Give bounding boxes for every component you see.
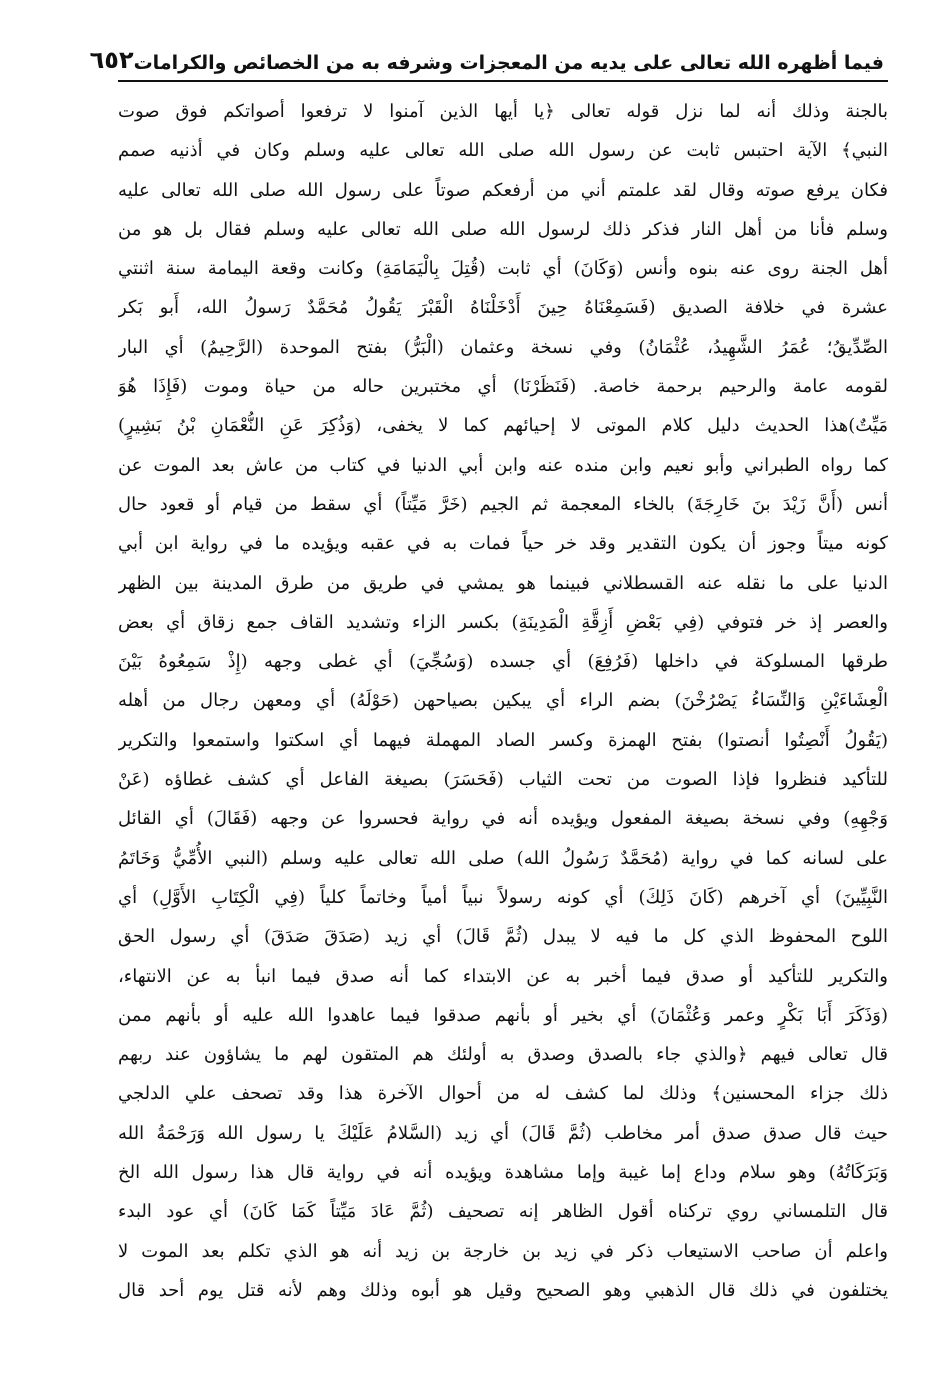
text-line: أنس (أَنَّ زَيْدَ بنَ خَارِجَةَ) بالخاء المعجمة ثم الجيم (خَرَّ مَيِّتاً) أي سقط من قيام أو قعود حال <box>118 493 888 515</box>
text-line: والتكرير للتأكيد أو صدق فيما أخبر به عن الابتداء كما أنه صدق فيما انبأ به عن الانتهاء، <box>118 965 888 987</box>
text-line: الصِّدِّيقُ؛ عُمَرُ الشَّهِيدُ، عُثْمَانُ) وفي نسخة وعثمان (الْبَرُّ) بفتح الموحدة (الرَّحِيمُ) أي البار <box>118 336 888 358</box>
text-line: وسلم فأنا من أهل النار فذكر ذلك لرسول الله صلى الله تعالى عليه وسلم فقال بل هو من <box>118 218 888 240</box>
page-number: ٦٥٢ <box>89 46 134 74</box>
text-line: يختلفون في ذلك قال الذهبي وهو الصحيح وقيل هو أبوه وذلك وهم لأنه قتل يوم أحد قال <box>118 1279 888 1301</box>
text-line: كما رواه الطبراني وأبو نعيم وابن منده عنه وابن أبي الدنيا في كتاب من عاش بعد الموت عن <box>118 454 888 476</box>
text-line: وَبَرَكَاتُهُ) وهو سلام وداع إما غيبة وإما مشاهدة ويؤيده أنه في رواية قال هذا رسول الله الخ <box>118 1162 888 1184</box>
text-line: بالجنة وذلك أنه لما نزل قوله تعالى ﴿يا أيها الذين آمنوا لا ترفعوا أصواتكم فوق صوت <box>118 101 888 122</box>
text-line: قال التلمساني روي تركناه أقول الظاهر إنه تصحيف (ثُمَّ عَادَ مَيِّتاً كَمَا كَانَ) أي عود البدء <box>118 1201 888 1223</box>
text-line: (يَقُولُ أَنْصِتُوا أنصتوا) بفتح الهمزة وكسر الصاد المهملة فيهما أي اسكتوا واستمعوا والتكرير <box>118 729 888 751</box>
text-line: (وَذَكَرَ أَبَا بَكْرٍ وعمر وَعُثْمَانَ) أي بخير أو بأنهم صدقوا فيما عاهدوا الله عليه أو بأنهم ممن <box>118 1004 888 1026</box>
running-title: فيما أظهره الله تعالى على يديه من المعجزات وشرفه به من الخصائص والكرامات <box>133 52 884 74</box>
text-line: مَيِّتٌ)هذا الحديث دليل كلام الموتى لا إحيائهم كما لا يخفى، (وَذُكِرَ عَنِ النُّعْمَانِ بْنُ بَشِيرٍ) <box>118 415 888 437</box>
text-line: للتأكيد فنظروا فإذا الصوت من تحت الثياب (فَحَسَرَ) بصيغة الفاعل أي كشف غطاؤه (عَنْ <box>118 769 888 791</box>
text-line: الدنيا على ما نقله عنه القسطلاني فبينما هو يمشي في طريق من طرق المدينة بين الظهر <box>118 572 888 594</box>
page-header <box>89 40 888 82</box>
text-line: عشرة في خلافة الصديق (فَسَمِعْنَاهُ حِينَ أَدْخَلْنَاهُ الْقَبْرَ يَقُولُ مُحَمَّدٌ رَسولُ الله، أَبو بَكر <box>118 297 888 319</box>
text-line: طرقها المسلوكة في داخلها (فَرُفِعَ) أي جسده (وَسُجِّيَ) أي غطى وجهه (إِذْ سَمِعُوهُ بَيْنَ <box>118 651 888 673</box>
text-line: النَّبِيِّينَ) أي آخرهم (كَانَ ذَلِكَ) أي كونه رسولاً نبياً أمياً وخاتماً كلياً (فِي الْكِتَابِ الأَوَّلِ) أي <box>118 886 888 908</box>
text-line: كونه ميتاً وجوز أن يكون التقدير وقد خر حياً فمات به في عقبه ويؤيده ما في رواية ابن أبي <box>118 533 888 555</box>
text-line: على لسانه كما في رواية (مُحَمَّدٌ رَسُولُ الله) صلى الله تعالى عليه وسلم (النبي الأُمِّيُّ وَخَاتَمُ <box>118 847 888 869</box>
text-line: واعلم أن صاحب الاستيعاب ذكر في زيد بن خارجة بن زيد أنه هو الذي تكلم بعد الموت لا <box>118 1240 888 1262</box>
book-page <box>89 40 888 1360</box>
text-line: ذلك جزاء المحسنين﴾ وذلك لما كشف له من أحوال الآخرة هذا وقد تصحف علي الدلجي <box>118 1083 888 1105</box>
text-line: اللوح المحفوظ الذي كل ما فيه لا يبدل (ثُمَّ قَالَ) أي زيد (صَدَقَ صَدَقَ) أي رسول الحق <box>118 926 888 948</box>
text-line: حيث قال صدق صدق أمر مخاطب (ثُمَّ قَالَ) أي زيد (السَّلامُ عَلَيْكَ يا رسول الله وَرَحْمَةُ الله <box>118 1122 888 1144</box>
text-line: الْعِشَاءَيْنِ وَالنِّسَاءُ يَصْرُخْنَ) بضم الراء أي يبكين بصياحهن (حَوْلَهُ) أي ومعهن رجال من أهله <box>118 690 888 712</box>
text-line: لقومه عامة والرحيم برحمة خاصة. (فَنَظَرْنَا) أي مختبرين حاله من حياة وموت (فَإِذَا هُوَ <box>118 376 888 398</box>
text-line: وَجْهِهِ) وفي نسخة بصيغة المفعول ويؤيده أنه في رواية فحسروا عن وجهه (فَقَالَ) أي القائل <box>118 808 888 830</box>
text-line: أهل الجنة روى عنه بنوه وأنس (وَكَانَ) أي ثابت (قُتِلَ بِالْيَمَامَةِ) وكانت وقعة اليمامة سنة اثنتي <box>118 258 888 280</box>
text-line: فكان يرفع صوته وقال لقد علمتم أني من أرفعكم صوتاً على رسول الله صلى الله تعالى عليه <box>118 179 888 201</box>
text-line: قال تعالى فيهم ﴿والذي جاء بالصدق وصدق به أولئك هم المتقون لهم ما يشاؤون عند ربهم <box>118 1044 888 1066</box>
text-line: النبي﴾ الآية احتبس ثابت عن رسول الله صلى الله تعالى عليه وسلم وكان في أذنيه صمم <box>118 140 888 162</box>
body-text <box>118 92 888 1310</box>
text-line: والعصر إذ خر فتوفي (فِي بَعْضِ أَزِقَّةِ الْمَدِينَةِ) بكسر الزاء وتشديد القاف جمع زقاق أي بعض <box>118 611 888 633</box>
